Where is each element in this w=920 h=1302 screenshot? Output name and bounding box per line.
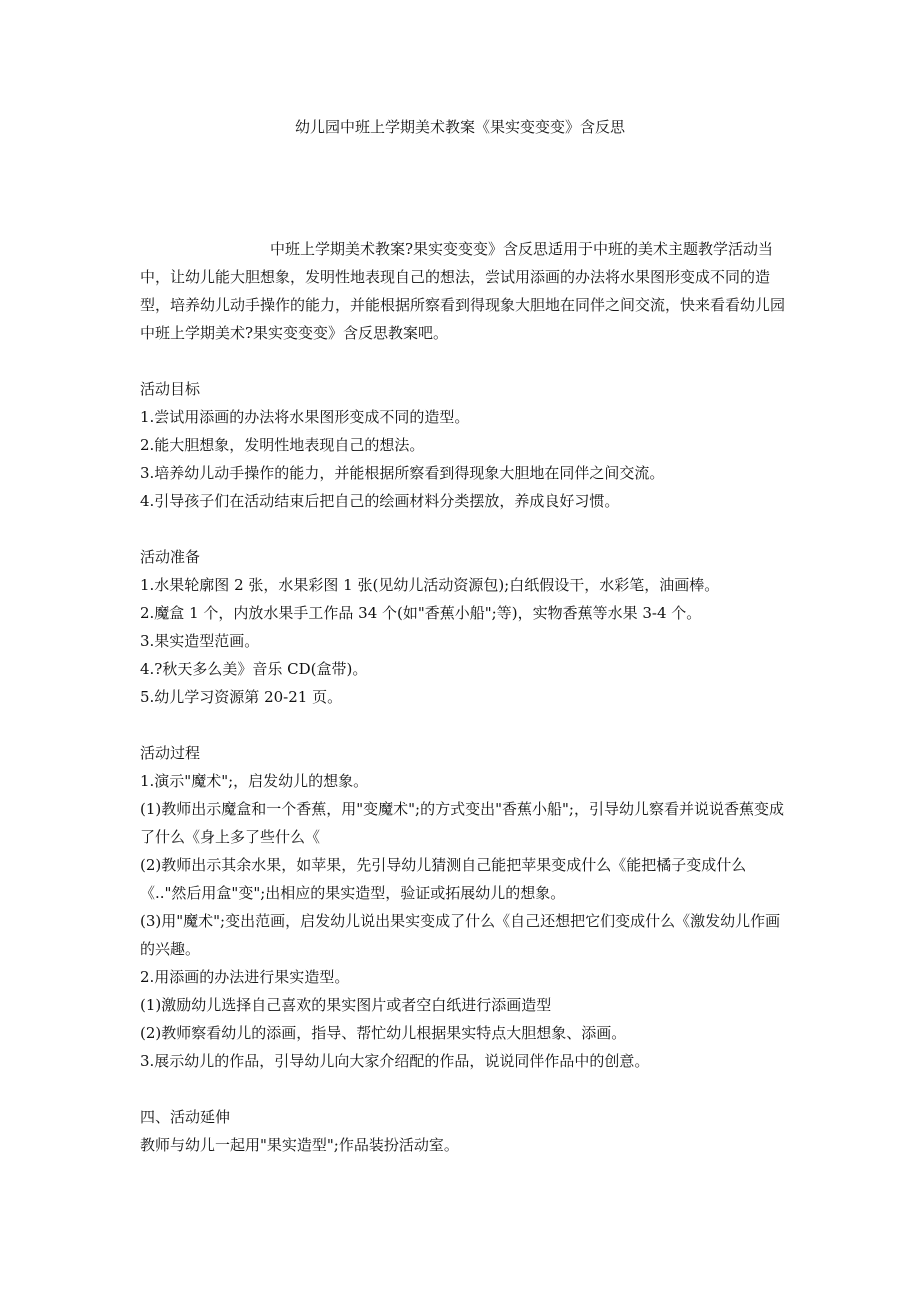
section-line: 1.水果轮廓图 2 张，水果彩图 1 张(见幼儿活动资源包);白纸假设干，水彩笔，油画棒。: [140, 576, 720, 594]
section-line: (1)教师出示魔盒和一个香蕉，用"变魔术";的方式变出"香蕉小船";，引导幼儿察看并说说香蕉变成了什么《身上多了些什么《: [140, 800, 784, 846]
section-line: 1.尝试用添画的办法将水果图形变成不同的造型。: [140, 408, 470, 426]
section-line: 1.演示"魔术";，启发幼儿的想象。: [140, 772, 369, 790]
section-goals: [140, 375, 790, 515]
document-body: [140, 235, 790, 1159]
section-line: (2)教师察看幼儿的添画，指导、帮忙幼儿根据果实特点大胆想象、添画。: [140, 1024, 627, 1042]
section-line: 3.培养幼儿动手操作的能力，并能根据所察看到得现象大胆地在同伴之间交流。: [140, 464, 665, 482]
section-line: 5.幼儿学习资源第 20-21 页。: [140, 688, 343, 706]
section-line: 3.展示幼儿的作品，引导幼儿向大家介绍配的作品，说说同伴作品中的创意。: [140, 1052, 650, 1070]
document-title: 幼儿园中班上学期美术教案《果实变变变》含反思: [294, 118, 625, 136]
section-line: 2.魔盒 1 个，内放水果手工作品 34 个(如"香蕉小船";等)，实物香蕉等水果 3-4 个。: [140, 604, 702, 622]
section-line: 教师与幼儿一起用"果实造型";作品装扮活动室。: [140, 1136, 459, 1154]
intro-paragraph: 中班上学期美术教案?果实变变变》含反思适用于中班的美术主题教学活动当中，让幼儿能大胆想象，发明性地表现自己的想法，尝试用添画的办法将水果图形变成不同的造型，培养幼儿动手操作的能力，并能根据所察看到得现象大胆地在同伴之间交流，快来看看幼儿园中班上学期美术?果实变变变》含反思教案吧。: [140, 240, 786, 342]
section-line: 4.引导孩子们在活动结束后把自己的绘画材料分类摆放，养成良好习惯。: [140, 492, 620, 510]
section-preparation: [140, 543, 790, 711]
section-heading: 活动目标: [140, 380, 201, 398]
section-line: 4.?秋天多么美》音乐 CD(盒带)。: [140, 660, 368, 678]
section-process: [140, 739, 790, 1075]
section-line: 2.用添画的办法进行果实造型。: [140, 968, 350, 986]
section-heading: 四、活动延伸: [140, 1108, 231, 1126]
section-extension: [140, 1103, 790, 1159]
section-line: 3.果实造型范画。: [140, 632, 260, 650]
section-line: 2.能大胆想象，发明性地表现自己的想法。: [140, 436, 425, 454]
section-heading: 活动过程: [140, 744, 201, 762]
section-line: (3)用"魔术";变出范画，启发幼儿说出果实变成了什么《自己还想把它们变成什么《激发幼儿作画的兴趣。: [140, 912, 781, 958]
section-heading: 活动准备: [140, 548, 201, 566]
section-line: (2)教师出示其余水果，如苹果，先引导幼儿猜测自己能把苹果变成什么《能把橘子变成什么《.."然后用盒"变";出相应的果实造型，验证或拓展幼儿的想象。: [140, 856, 747, 902]
section-line: (1)激励幼儿选择自己喜欢的果实图片或者空白纸进行添画造型: [140, 996, 552, 1014]
